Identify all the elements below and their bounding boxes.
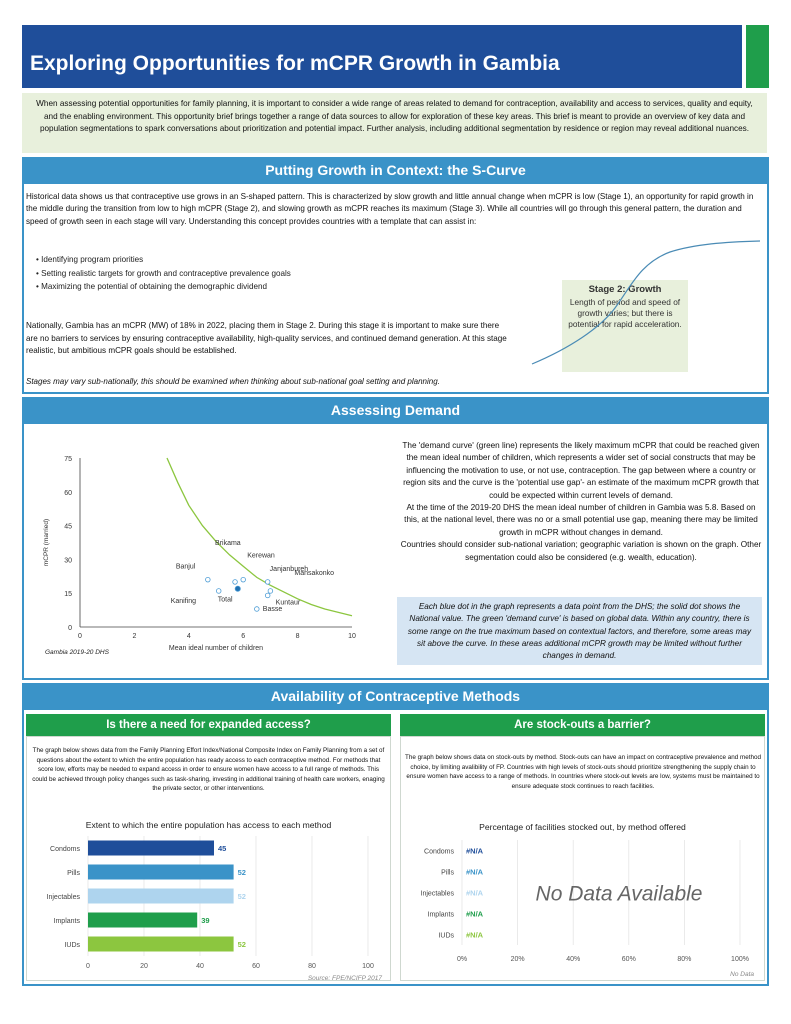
x-tick-label: 4 [186, 633, 191, 640]
s-curve-graphic [530, 238, 762, 366]
y-tick-label: 75 [64, 456, 72, 463]
demand-curve [167, 458, 352, 616]
data-point [265, 580, 270, 585]
demand-heading: Assessing Demand [22, 397, 769, 424]
data-point [235, 586, 240, 591]
data-point [268, 589, 273, 594]
bar-value-label: #N/A [466, 909, 484, 919]
bar-value-label: 52 [237, 868, 246, 877]
bar-value-label: #N/A [466, 846, 484, 856]
list-item: • Identifying program priorities [36, 253, 291, 267]
category-label: Pills [441, 869, 454, 877]
bar [88, 889, 234, 904]
y-tick-label: 45 [64, 523, 72, 531]
point-label: Janjanbureh [269, 565, 309, 573]
x-tick-label: 10 [348, 633, 356, 640]
chart-source: Gambia 2019-20 DHS [45, 649, 109, 656]
point-label: Banjul [175, 563, 196, 571]
y-axis-label: mCPR (married) [43, 518, 50, 567]
bar-value-label: 45 [218, 844, 227, 853]
demand-description: The 'demand curve' (green line) represents the likely maximum mCPR that could be reached given the mean ideal number of children, which represents a wider set of social constructs that may be influencing the motivation to use, or not use, contraception. The gap between where a country or region sits and the curve is the 'potential use gap'- an estimate of the maximum mCPR growth that could be expected within current levels of demand. At the time of the 2019-20 DHS the mean ideal number of children in Gambia was 5.8. Based on this, at the national level, there was no or a small potential use gap, meaning there may be limited growth in mCPR without changes in demand. Countries should consider sub-national variation; geographic variation is shown on the graph. Other segmentation could also be considered (e.g. wealth, education). [400, 441, 762, 562]
list-item: • Setting realistic targets for growth and contraceptive prevalence goals [36, 267, 291, 281]
chart-source: No Data [730, 971, 754, 978]
data-point [255, 607, 260, 612]
stock-chart-title: Percentage of facilities stocked out, by method offered [479, 822, 686, 832]
stage-description: Length of period and speed of growth varies; but there is potential for rapid acceleration. [568, 297, 682, 329]
y-tick-label: 15 [64, 591, 72, 599]
point-label: Kerewan [247, 552, 275, 560]
scurve-national-paragraph: Nationally, Gambia has an mCPR (MW) of 18% in 2022, placing them in Stage 2. During this stage it is important to make sure there are no barriers to services by ensuring contraceptive availability, high-quality services, and continued demand generation. At this stage realistic, but ambitious mCPR goals should be established. [26, 321, 507, 356]
bar-value-label: 52 [237, 940, 246, 949]
category-label: Injectables [46, 894, 80, 901]
x-tick-label: 100% [731, 956, 749, 963]
bar-value-label: 52 [237, 892, 246, 901]
x-tick-label: 100 [362, 963, 374, 970]
x-tick-label: 20% [510, 956, 525, 963]
scurve-note: Stages may vary sub-nationally, this should be examined when thinking about sub-national goal setting and planning. [26, 377, 440, 386]
point-label: Mansakonko [294, 569, 335, 577]
x-tick-label: 2 [132, 633, 137, 640]
category-label: IUDs [438, 932, 454, 940]
page-title: Exploring Opportunities for mCPR Growth in Gambia [30, 52, 560, 75]
x-tick-label: 20 [140, 963, 148, 970]
need-heading: Is there a need for expanded access? [26, 714, 391, 736]
data-point [265, 593, 270, 598]
bar-value-label: 39 [201, 916, 210, 925]
point-label: Basse [262, 605, 283, 613]
category-label: Condoms [424, 848, 454, 856]
bar [88, 913, 197, 928]
x-tick-label: 80 [308, 963, 316, 970]
x-tick-label: 6 [241, 633, 246, 640]
category-label: Implants [53, 918, 80, 925]
bar-value-label: #N/A [466, 867, 484, 877]
data-point [241, 577, 246, 582]
bar [88, 865, 234, 880]
scurve-paragraph: Historical data shows us that contraceptive use grows in an S-shaped pattern. This is characterized by slow growth and little annual change when mCPR is low (Stage 1), an opportunity for rapid growth in the middle during the transition from low to high mCPR (Stage 2), and slowing growth as mCPR reaches its maximum (Stage 3). While all countries will go through this general pattern, the duration and speed of growth seen in each stage will vary. Understanding this concept provides countries with a template that can assist in: [26, 192, 754, 226]
stage-title: Stage 2: Growth [588, 284, 662, 295]
point-label: Kuntaur [275, 599, 301, 607]
chart-source: Source: FPE/NCIFP 2017 [307, 975, 382, 980]
bar-value-label: #N/A [466, 888, 484, 898]
stock-description: The graph below shows data on stock-outs by method. Stock-outs can have an impact on contraceptive prevalence and method choice, by limiting avalibility of FP. Countries with high levels of stock-outs should prioritize strengthening the supply chain to ensure women have access to a range of methods. In countries where stock-out levels are low, systems must be maintained to ensure adequate stock continues to reach facilities. [405, 754, 761, 790]
s-curve-line [532, 241, 760, 364]
x-tick-label: 8 [295, 633, 300, 640]
x-tick-label: 40 [196, 963, 204, 970]
scurve-heading: Putting Growth in Context: the S-Curve [22, 157, 769, 184]
demand-note: Each blue dot in the graph represents a data point from the DHS; the solid dot shows the National value. The green 'demand curve' is based on global data. Within any country, there is some range on the true maximum based on contextual factors, and therefore, some areas may sit above the curve. In these areas additional mCPR growth may be limited without further changes in demand. [397, 597, 762, 665]
category-label: Implants [427, 911, 454, 919]
bar [88, 841, 214, 856]
access-chart-title: Extent to which the entire population has access to each method [85, 820, 332, 830]
x-tick-label: 0% [456, 956, 468, 963]
y-tick-label: 0 [68, 625, 72, 632]
point-label: Brikama [215, 539, 241, 547]
bar [88, 937, 234, 952]
x-tick-label: 60 [252, 963, 260, 970]
x-tick-label: 80% [677, 956, 692, 963]
category-label: Pills [67, 870, 80, 877]
data-point [216, 589, 221, 594]
x-axis-label: Mean ideal number of children [168, 645, 264, 652]
access-bar-chart [30, 832, 388, 980]
category-label: Condoms [50, 846, 80, 853]
point-label: Total [217, 596, 233, 604]
point-label: Kanifing [170, 597, 197, 605]
availability-heading: Availability of Contraceptive Methods [22, 683, 769, 710]
intro-paragraph: When assessing potential opportunities for family planning, it is important to consider a wide range of areas related to demand for contraception, availability and access to services, quality and equity, and the enabling environment. This opportunity brief brings together a range of data sources to allow for exploration of these key areas. This brief is meant to provide an overview of key data and population segmentations to spark conversations about prioritization and potential impact. Further analysis, including additional segmentation by residence or region may reveal additional nuances. [22, 93, 767, 153]
x-tick-label: 60% [621, 956, 636, 963]
y-tick-label: 30 [64, 557, 72, 565]
y-tick-label: 60 [64, 489, 72, 497]
data-point [206, 577, 211, 582]
scurve-bullet-list [36, 253, 291, 294]
x-tick-label: 0 [86, 963, 90, 970]
need-description: The graph below shows data from the Family Planning Effort Index/National Composite Index on Family Planning from a set of questions about the extent to which the entire population has ready access to each contraceptive method. For methods that score low, efforts may be needed to expand access in order to ensure women have access to a full range of methods. This could be achieved through policy changes such as task-sharing, investing in additional training of health care workers, enaging the private sector, or other interventions. [32, 747, 385, 792]
category-label: IUDs [64, 942, 80, 949]
x-tick-label: 0 [78, 633, 82, 640]
no-data-overlay: No Data Available [535, 882, 703, 906]
category-label: Injectables [420, 890, 454, 898]
data-point [233, 580, 238, 585]
stock-heading: Are stock-outs a barrier? [400, 714, 765, 736]
demand-scatter-chart [40, 445, 380, 670]
bar-value-label: #N/A [466, 930, 484, 940]
x-tick-label: 40% [566, 956, 581, 963]
list-item: • Maximizing the potential of obtaining the demographic dividend [36, 280, 291, 294]
header-accent-bar [746, 25, 769, 88]
stockout-bar-chart [404, 836, 764, 982]
